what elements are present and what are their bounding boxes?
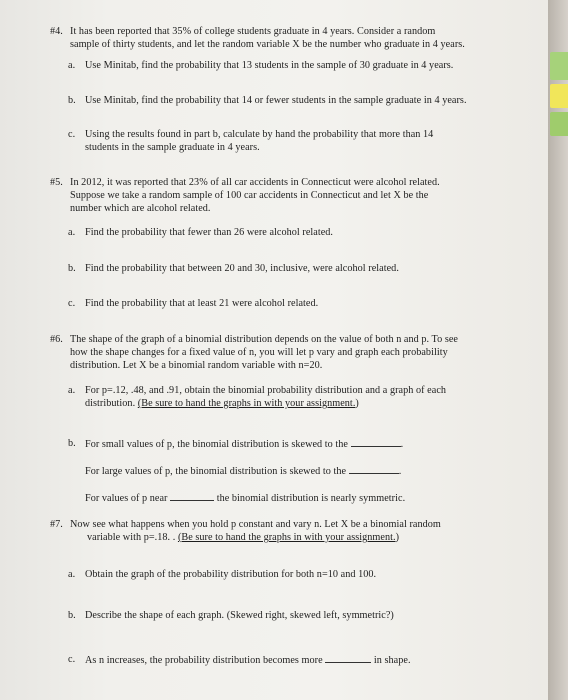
sticky-tab-yellow <box>550 84 568 108</box>
q7-b-label: b. <box>68 610 76 621</box>
q4-c-label: c. <box>68 129 76 140</box>
sticky-tab-green-2 <box>550 112 568 136</box>
q6-a-line2 <box>85 397 359 410</box>
q5-line2: Suppose we take a random sample of 100 car accidents in Connecticut and let X be the <box>70 190 429 201</box>
q6-line2: how the shape changes for a fixed value of n, you will let p vary and graph each probability <box>70 347 448 358</box>
q6-b-line2 <box>85 464 401 478</box>
q4-c-line1: Using the results found in part b, calculate by hand the probability that more than 14 <box>85 129 434 140</box>
q6-line3: distribution. Let X be a binomial random variable with n=20. <box>70 360 323 371</box>
q5-a-text: Find the probability that fewer than 26 were alcohol related. <box>85 227 334 238</box>
q4-b-text: Use Minitab, find the probability that 14 or fewer students in the sample graduate in 4 years. <box>85 95 467 106</box>
q7-line2-underlined: (Be sure to hand the graphs in with your assignment. <box>177 532 396 543</box>
answer-blank-large-p[interactable] <box>349 464 399 474</box>
sticky-tab-green <box>550 52 568 80</box>
answer-blank-small-p[interactable] <box>351 437 401 447</box>
q5-num: #5. <box>50 177 63 188</box>
q5-b-text: Find the probability that between 20 and 30, inclusive, were alcohol related. <box>85 263 399 274</box>
q7-c-text-post: in shape. <box>373 655 411 666</box>
q4-c-line2: students in the sample graduate in 4 years. <box>85 142 260 153</box>
q6-b-label: b. <box>68 438 76 449</box>
q6-a-label: a. <box>68 385 76 396</box>
q6-num: #6. <box>50 334 63 345</box>
q6-b-line1 <box>85 437 403 451</box>
q4-a-label: a. <box>68 60 76 71</box>
q5-line3: number which are alcohol related. <box>70 203 211 214</box>
q4-line2: sample of thirty students, and let the random variable X be the number who graduate in 4 years. <box>70 39 465 50</box>
q7-num: #7. <box>50 519 63 530</box>
q5-line1: In 2012, it was reported that 23% of all car accidents in Connecticut were alcohol related. <box>70 177 440 188</box>
q5-c-label: c. <box>68 298 76 309</box>
q7-c-label: c. <box>68 654 76 665</box>
q6-b-period1: . <box>400 439 404 450</box>
q4-a-text: Use Minitab, find the probability that 13 students in the sample of 30 graduate in 4 years. <box>85 60 454 71</box>
q6-b-text3-pre: For values of p near <box>85 493 168 504</box>
q6-a-line2-text: distribution. <box>85 398 138 409</box>
q6-b-line3 <box>85 491 405 505</box>
q6-b-text1: For small values of p, the binomial distribution is skewed to the <box>85 439 349 450</box>
q5-c-text: Find the probability that at least 21 were alcohol related. <box>85 298 319 309</box>
q4-line1: It has been reported that 35% of college students graduate in 4 years. Consider a random <box>70 26 436 37</box>
answer-blank-shape[interactable] <box>325 653 371 663</box>
q7-line2 <box>87 531 399 544</box>
q7-c-text-pre: As n increases, the probability distribution becomes more <box>85 655 323 666</box>
q7-line2-text: variable with p=.18. . <box>87 532 178 543</box>
q5-b-label: b. <box>68 263 76 274</box>
q5-a-label: a. <box>68 227 76 238</box>
q6-line1: The shape of the graph of a binomial distribution depends on the value of both n and p. To see <box>70 334 459 345</box>
q7-line2-close: ) <box>395 532 400 543</box>
q7-b-text: Describe the shape of each graph. (Skewed right, skewed left, symmetric?) <box>85 610 394 621</box>
q7-line1: Now see what happens when you hold p constant and vary n. Let X be a binomial random <box>70 519 441 530</box>
q7-a-label: a. <box>68 569 76 580</box>
q6-a-line2-close: ) <box>355 398 359 409</box>
q6-a-line2-underlined: (Be sure to hand the graphs in with your assignment. <box>137 398 356 409</box>
q6-b-text2: For large values of p, the binomial distribution is skewed to the <box>85 466 347 477</box>
answer-blank-p-near[interactable] <box>170 491 214 501</box>
q6-a-line1: For p=.12, .48, and .91, obtain the binomial probability distribution and a graph of each <box>85 385 447 396</box>
q7-a-text: Obtain the graph of the probability distribution for both n=10 and 100. <box>85 569 377 580</box>
q4-num: #4. <box>50 26 63 37</box>
q4-b-label: b. <box>68 95 76 106</box>
q6-b-text3-post: the binomial distribution is nearly symmetric. <box>216 493 406 504</box>
q6-b-period2: . <box>398 466 402 477</box>
q7-c-line <box>85 653 411 667</box>
